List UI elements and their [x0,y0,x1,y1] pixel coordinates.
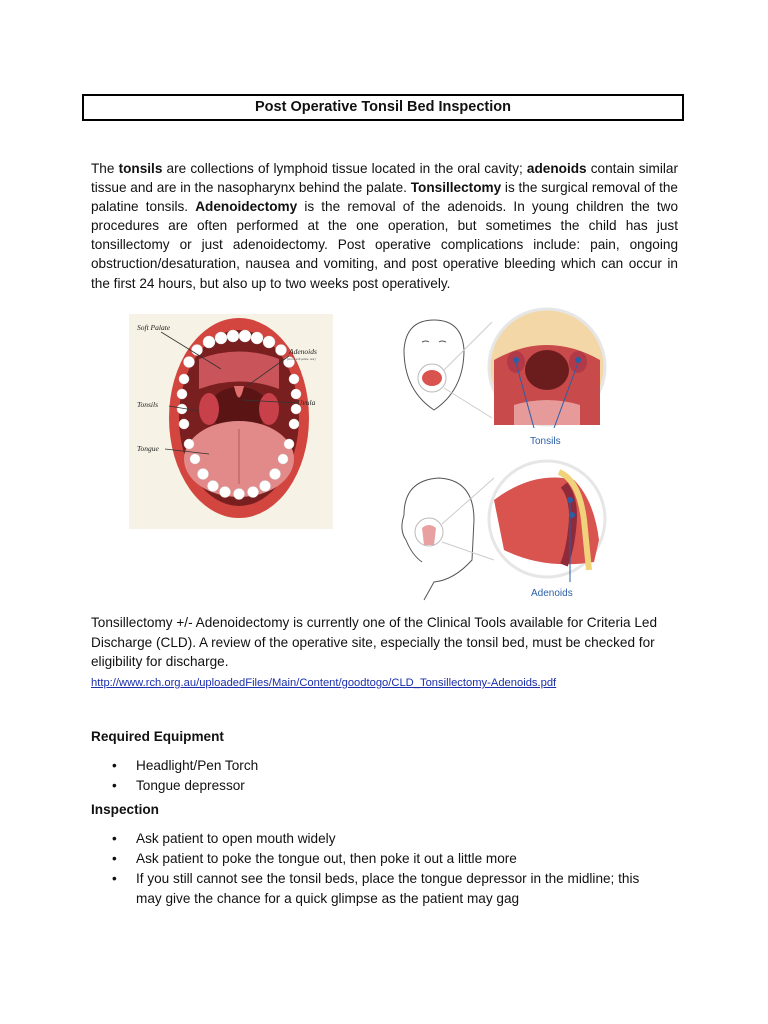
intro-text: contain similar tissue and are in the nasopharynx behind the palate. [91,161,678,196]
tonsil-marker-right [575,357,581,363]
intro-paragraph [91,159,678,293]
tonsils-adenoids-figure [394,300,624,602]
equipment-list [91,756,656,796]
label-tonsils: Tonsils [137,400,158,409]
inspection-list [91,829,656,909]
intro-text: The [91,161,119,176]
list-item [91,756,656,776]
inspection-heading: Inspection [91,802,159,817]
intro-text: are collections of lymphoid tissue located in the oral cavity; [162,161,527,176]
adenoid-marker-1 [567,497,573,503]
bullet-dot: • [112,851,117,866]
list-item-text: Ask patient to open mouth widely [136,831,336,846]
list-item [91,849,656,869]
zoom-line-top [444,322,492,370]
left-tonsil-shape [199,393,219,425]
label-adenoids-sub: (above soft palate, rear) [287,357,316,361]
adenoids-caption: Adenoids [531,588,573,599]
mouth-anatomy-figure [129,314,333,529]
intro-text: is the removal of the adenoids. In young children the two procedures are often performed at the one operation, but sometimes the child has just tonsillectomy or just adenoidectomy. Post operative complications include: pain, ongoing obstruction/desaturation, nausea and vomiting, and post operative bleeding which can occur in the first 24 hours, but also up to two weeks post operatively. [91,199,679,291]
cld-paragraph: Tonsillectomy +/- Adenoidectomy is currently one of the Clinical Tools available for Criteria Led Discharge (CLD). A review of the operative site, especially the tonsil bed, must be checked for eligibility for discharge. [91,615,658,670]
bullet-dot: • [112,758,117,773]
intro-text: is the surgical removal of the palatine tonsils. [91,180,678,215]
required-equipment-heading: Required Equipment [91,729,224,744]
zoom-line-2-top [442,478,494,524]
bullet-dot: • [112,831,117,846]
page-title [82,94,684,121]
list-item-text: Ask patient to poke the tongue out, then poke it out a little more [136,851,517,866]
intro-bold-term: Adenoidectomy [195,199,298,215]
page-title-text: Post Operative Tonsil Bed Inspection [255,99,511,115]
tonsil-marker-left [513,357,519,363]
list-item [91,829,656,849]
list-item-text: If you still cannot see the tonsil beds, place the tongue depressor in the midline; this may give the chance for a quick glimpse as the patient may gag [136,871,640,906]
label-tongue: Tongue [137,444,159,453]
tonsils-caption: Tonsils [530,436,561,447]
zoom-throat [525,350,569,390]
intro-bold-term: adenoids [526,161,587,176]
bullet-dot: • [112,871,117,886]
zoom-line-bottom [444,388,492,418]
list-item-text: Tongue depressor [136,778,245,793]
right-tonsil-shape [259,393,279,425]
label-adenoids: Adenoids [289,347,317,356]
list-item [91,869,656,909]
list-item [91,776,656,796]
zoom-tongue [514,400,580,425]
bullet-dot: • [112,778,117,793]
zoom-line-2-bottom [442,542,494,560]
intro-bold-term: Tonsillectomy [410,180,502,196]
list-item-text: Headlight/Pen Torch [136,758,259,773]
label-uvula: Uvula [297,398,316,407]
cld-pdf-link[interactable]: http://www.rch.org.au/uploadedFiles/Main/Content/goodtogo/CLD_Tonsillectomy-Adenoids.pdf [91,677,557,689]
small-adenoid-region [422,525,436,545]
small-open-mouth [422,370,442,386]
intro-bold-term: tonsils [118,161,163,176]
label-soft-palate: Soft Palate [137,323,171,332]
